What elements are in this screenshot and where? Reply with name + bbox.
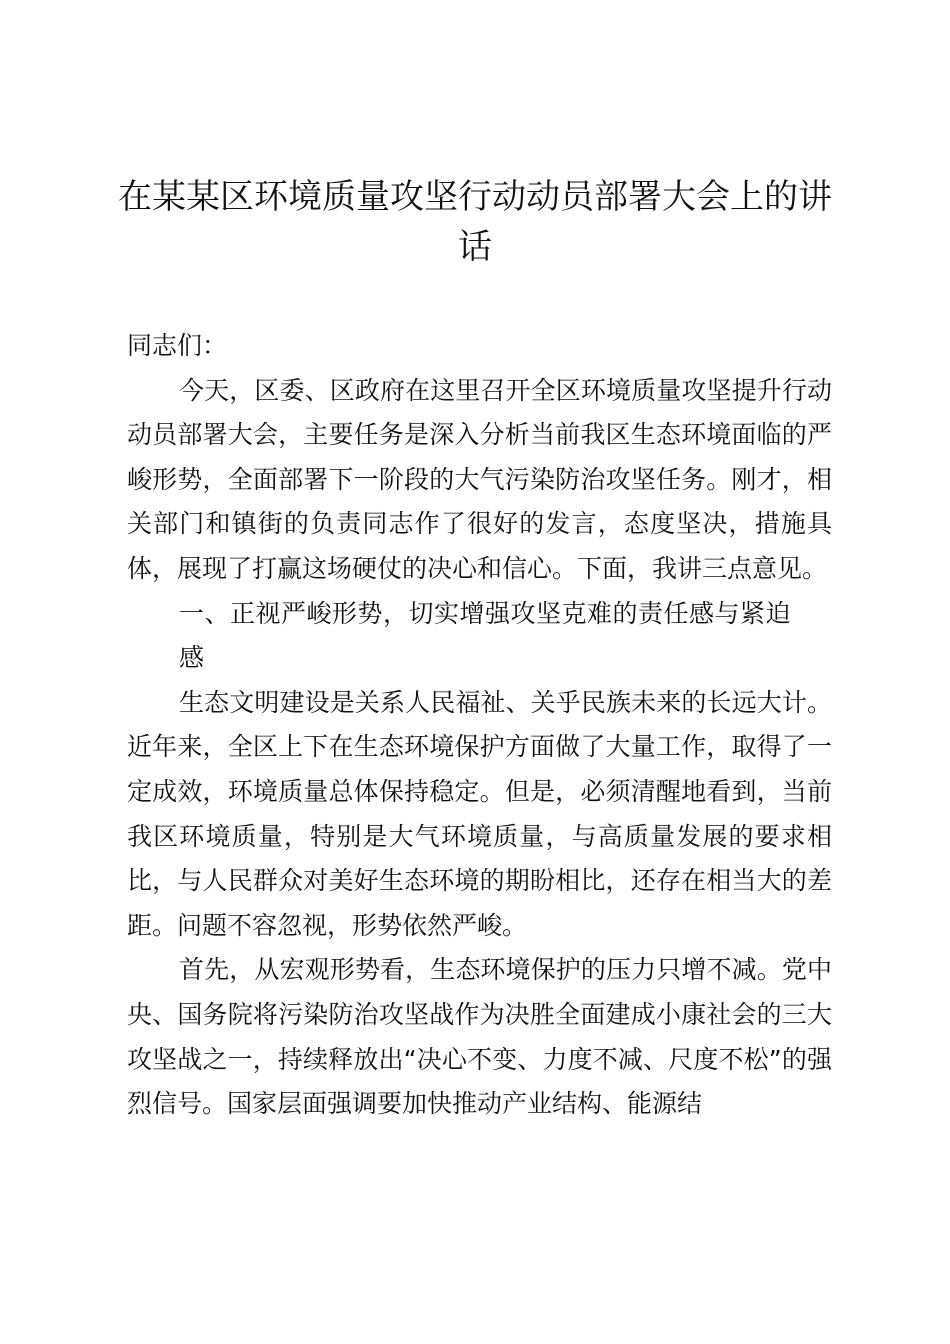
paragraph-intro: 今天，区委、区政府在这里召开全区环境质量攻坚提升行动动员部署大会，主要任务是深入分析当前我区生态环境面临的严峻形势，全面部署下一阶段的大气污染防治攻坚任务。刚才，相关部门和镇街的负责同志作了很好的发言，态度坚决，措施具体，展现了打赢这场硬仗的决心和信心。下面，我讲三点意见。 — [127, 375, 832, 583]
paragraph-first-point: 首先，从宏观形势看，生态环境保护的压力只增不减。党中央、国务院将污染防治攻坚战作为决胜全面建成小康社会的三大攻坚战之一，持续释放出“决心不变、力度不减、尺度不松”的强烈信号。国家层面强调要加快推动产业结构、能源结 — [127, 955, 832, 1119]
document-body — [127, 324, 832, 1127]
section-heading-1: 一、正视严峻形势，切实增强攻坚克难的责任感与紧迫感 — [179, 598, 792, 673]
salutation: 同志们： — [127, 331, 228, 360]
document-title: 在某某区环境质量攻坚行动动员部署大会上的讲话 — [118, 177, 832, 267]
paragraph-ecology: 生态文明建设是关系人民福祉、关乎民族未来的长远大计。近年来，全区上下在生态环境保护方面做了大量工作，取得了一定成效，环境质量总体保持稳定。但是，必须清醒地看到，当前我区环境质量，特别是大气环境质量，与高质量发展的要求相比，与人民群众对美好生态环境的期盼相比，还存在相当大的差距。问题不容忽视，形势依然严峻。 — [127, 687, 832, 940]
